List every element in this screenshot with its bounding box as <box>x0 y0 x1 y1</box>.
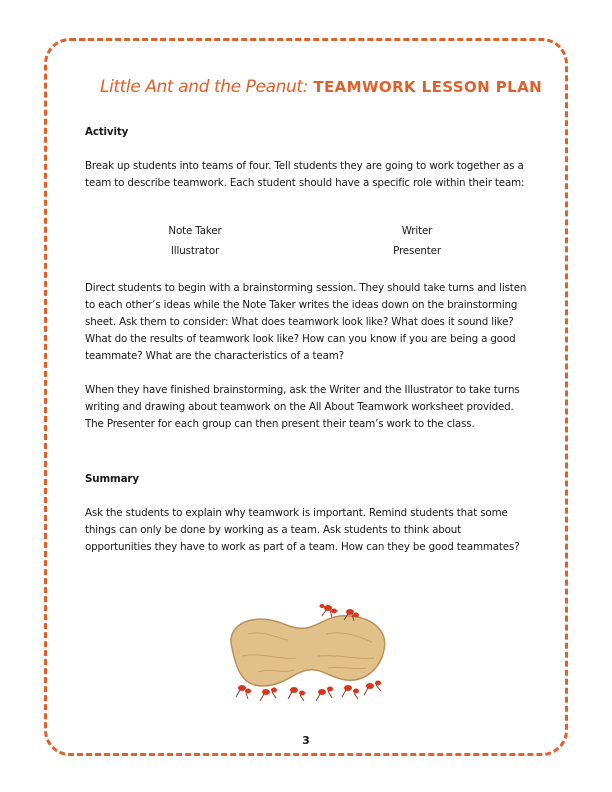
summary-heading: Summary <box>85 473 139 485</box>
role-illustrator: Illustrator <box>170 245 220 257</box>
page-title <box>100 77 543 97</box>
activity-heading: Activity <box>85 126 129 138</box>
role-note-taker: Note Taker <box>168 225 222 237</box>
summary-text: Ask the students to explain why teamwork is important. Remind students that some things can only be done by working as a team. Ask students to think about opportunities they have to work as part of a team. How can they be good teammates? <box>85 507 520 553</box>
roles-list <box>85 223 530 263</box>
activity-brainstorm-paragraph: Direct students to begin with a brainstorming session. They should take turns and listen to each other’s ideas while the Note Taker writes the ideas down on the brainstorming sheet. Ask them to consider: What does teamwork look like? What does it sound like? What do the results of teamwork look like? How can you know if you are being a good teammate? What are the characteristics of a team? <box>85 282 527 362</box>
title-caps: TEAMWORK LESSON PLAN <box>313 78 543 96</box>
role-presenter: Presenter <box>393 245 441 257</box>
title-italic: Little Ant and the Peanut: <box>100 77 308 97</box>
peanut-ants-illustration <box>218 598 398 710</box>
peanut-shell <box>231 616 385 686</box>
role-writer: Writer <box>401 225 433 237</box>
lesson-content <box>85 124 530 556</box>
page-number: 3 <box>302 734 310 747</box>
activity-intro: Break up students into teams of four. Tell students they are going to work together as a team to describe teamwork. Each student should have a specific role within their team: <box>85 160 525 189</box>
activity-writing-paragraph: When they have finished brainstorming, ask the Writer and the Illustrator to take turns writing and drawing about teamwork on the All About Teamwork worksheet provided. The Presenter for each group can then present their team’s work to the class. <box>85 384 520 430</box>
